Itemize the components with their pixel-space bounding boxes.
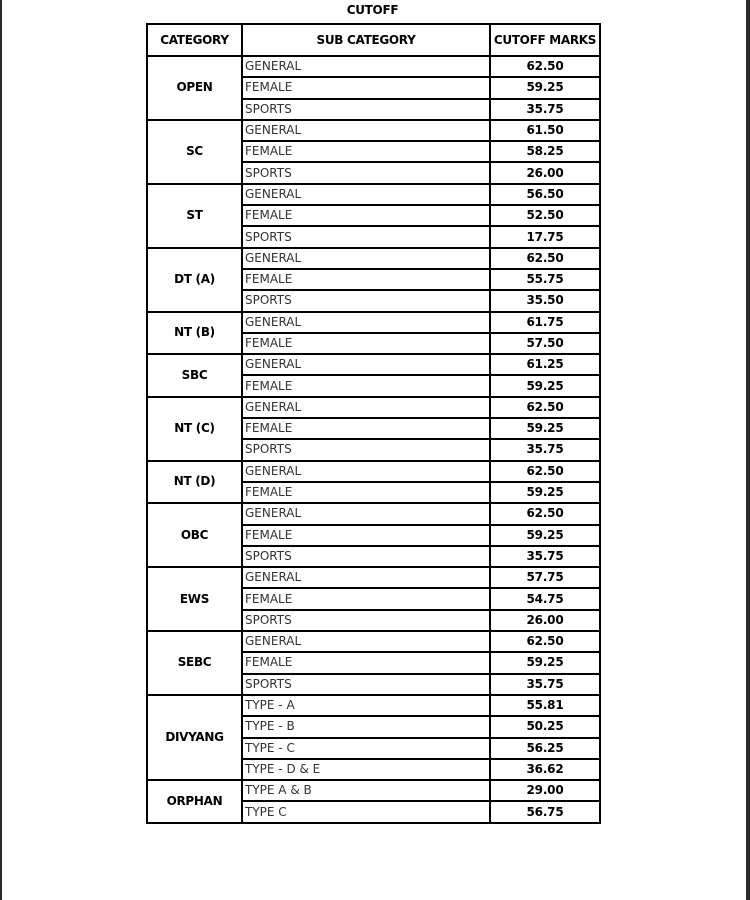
sub-category-cell: SPORTS [242, 610, 490, 631]
cutoff-mark-cell: 35.75 [490, 439, 600, 460]
category-cell: DIVYANG [147, 695, 242, 780]
sub-category-cell: GENERAL [242, 312, 490, 333]
table-row [147, 120, 600, 141]
cutoff-mark-cell: 62.50 [490, 631, 600, 652]
table-row [147, 695, 600, 716]
table-row [147, 461, 600, 482]
sub-category-cell: GENERAL [242, 248, 490, 269]
category-cell: NT (D) [147, 461, 242, 504]
cutoff-table [146, 23, 601, 824]
cutoff-mark-cell: 26.00 [490, 162, 600, 183]
cutoff-mark-cell: 61.75 [490, 312, 600, 333]
category-cell: SEBC [147, 631, 242, 695]
category-cell: ST [147, 184, 242, 248]
header-category: CATEGORY [147, 24, 242, 56]
cutoff-mark-cell: 56.25 [490, 738, 600, 759]
sub-category-cell: TYPE - C [242, 738, 490, 759]
cutoff-mark-cell: 62.50 [490, 503, 600, 524]
cutoff-mark-cell: 62.50 [490, 56, 600, 77]
cutoff-mark-cell: 52.50 [490, 205, 600, 226]
sub-category-cell: SPORTS [242, 674, 490, 695]
cutoff-mark-cell: 61.50 [490, 120, 600, 141]
cutoff-mark-cell: 62.50 [490, 397, 600, 418]
sub-category-cell: FEMALE [242, 375, 490, 396]
cutoff-mark-cell: 36.62 [490, 759, 600, 780]
sub-category-cell: FEMALE [242, 588, 490, 609]
cutoff-mark-cell: 54.75 [490, 588, 600, 609]
cutoff-mark-cell: 17.75 [490, 226, 600, 247]
table-row [147, 567, 600, 588]
sub-category-cell: TYPE - A [242, 695, 490, 716]
category-cell: NT (B) [147, 312, 242, 355]
table-row [147, 184, 600, 205]
cutoff-mark-cell: 55.81 [490, 695, 600, 716]
sub-category-cell: GENERAL [242, 397, 490, 418]
cutoff-mark-cell: 59.25 [490, 652, 600, 673]
sub-category-cell: SPORTS [242, 226, 490, 247]
category-cell: EWS [147, 567, 242, 631]
cutoff-mark-cell: 56.75 [490, 801, 600, 822]
table-row [147, 503, 600, 524]
cutoff-mark-cell: 35.75 [490, 674, 600, 695]
page-title: CUTOFF [346, 3, 399, 17]
cutoff-mark-cell: 57.75 [490, 567, 600, 588]
cutoff-mark-cell: 56.50 [490, 184, 600, 205]
cutoff-mark-cell: 59.25 [490, 375, 600, 396]
table-row [147, 248, 600, 269]
category-cell: OPEN [147, 56, 242, 120]
header-cutoff-marks: CUTOFF MARKS [490, 24, 600, 56]
sub-category-cell: SPORTS [242, 162, 490, 183]
sub-category-cell: TYPE - D & E [242, 759, 490, 780]
table-row [147, 631, 600, 652]
table-header-row [147, 24, 600, 56]
cutoff-mark-cell: 59.25 [490, 418, 600, 439]
table-row [147, 354, 600, 375]
category-cell: SBC [147, 354, 242, 397]
sub-category-cell: GENERAL [242, 567, 490, 588]
cutoff-mark-cell: 59.25 [490, 482, 600, 503]
cutoff-mark-cell: 55.75 [490, 269, 600, 290]
sub-category-cell: TYPE A & B [242, 780, 490, 801]
page-edge-left [0, 0, 2, 900]
table-row [147, 312, 600, 333]
header-sub-category: SUB CATEGORY [242, 24, 490, 56]
sub-category-cell: FEMALE [242, 652, 490, 673]
category-cell: ORPHAN [147, 780, 242, 823]
category-cell: OBC [147, 503, 242, 567]
cutoff-mark-cell: 29.00 [490, 780, 600, 801]
category-cell: NT (C) [147, 397, 242, 461]
sub-category-cell: FEMALE [242, 525, 490, 546]
sub-category-cell: GENERAL [242, 120, 490, 141]
sub-category-cell: TYPE - B [242, 716, 490, 737]
sub-category-cell: FEMALE [242, 205, 490, 226]
cutoff-mark-cell: 35.75 [490, 546, 600, 567]
sub-category-cell: FEMALE [242, 482, 490, 503]
sub-category-cell: TYPE C [242, 801, 490, 822]
cutoff-mark-cell: 62.50 [490, 248, 600, 269]
sub-category-cell: SPORTS [242, 546, 490, 567]
cutoff-mark-cell: 26.00 [490, 610, 600, 631]
table-row [147, 397, 600, 418]
category-cell: DT (A) [147, 248, 242, 312]
cutoff-mark-cell: 35.75 [490, 99, 600, 120]
sub-category-cell: GENERAL [242, 503, 490, 524]
cutoff-mark-cell: 35.50 [490, 290, 600, 311]
category-cell: SC [147, 120, 242, 184]
sub-category-cell: SPORTS [242, 439, 490, 460]
sub-category-cell: FEMALE [242, 77, 490, 98]
sub-category-cell: FEMALE [242, 333, 490, 354]
sub-category-cell: SPORTS [242, 290, 490, 311]
page-edge-right [746, 0, 750, 900]
cutoff-mark-cell: 57.50 [490, 333, 600, 354]
sub-category-cell: FEMALE [242, 141, 490, 162]
sub-category-cell: GENERAL [242, 461, 490, 482]
sub-category-cell: FEMALE [242, 418, 490, 439]
cutoff-mark-cell: 58.25 [490, 141, 600, 162]
sub-category-cell: GENERAL [242, 631, 490, 652]
table-row [147, 780, 600, 801]
sub-category-cell: FEMALE [242, 269, 490, 290]
sub-category-cell: GENERAL [242, 56, 490, 77]
cutoff-mark-cell: 59.25 [490, 77, 600, 98]
sub-category-cell: GENERAL [242, 184, 490, 205]
table-body [147, 56, 600, 823]
sub-category-cell: SPORTS [242, 99, 490, 120]
cutoff-mark-cell: 61.25 [490, 354, 600, 375]
table-row [147, 56, 600, 77]
cutoff-mark-cell: 50.25 [490, 716, 600, 737]
cutoff-mark-cell: 59.25 [490, 525, 600, 546]
sub-category-cell: GENERAL [242, 354, 490, 375]
cutoff-mark-cell: 62.50 [490, 461, 600, 482]
